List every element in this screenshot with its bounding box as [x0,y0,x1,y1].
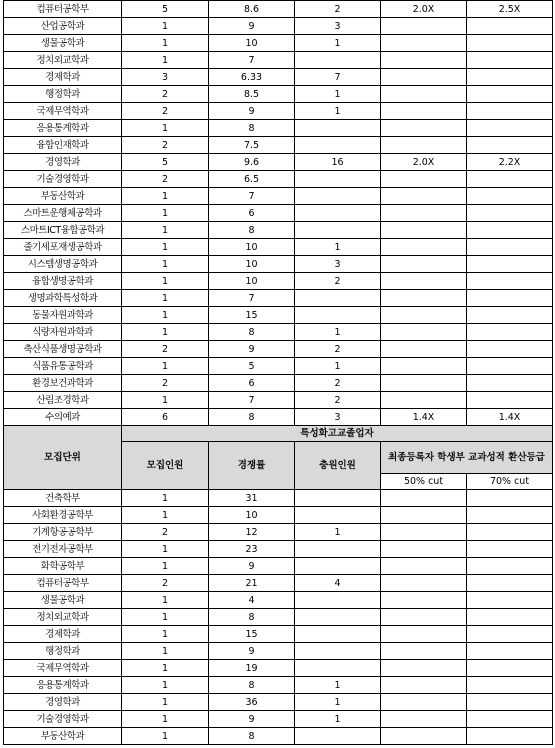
value-cell [381,541,467,558]
value-cell [295,558,381,575]
value-cell: 9.6 [209,154,295,171]
value-cell: 7 [209,290,295,307]
value-cell [467,290,553,307]
value-cell [381,728,467,745]
table-row [4,660,553,677]
unit-name-cell: 정치외교학과 [4,52,122,69]
value-cell [467,205,553,222]
value-cell [295,490,381,507]
unit-name-cell: 국제무역학과 [4,103,122,120]
header-cut70: 70% cut [467,474,553,490]
table-row [4,256,553,273]
table-row [4,711,553,728]
value-cell [467,375,553,392]
unit-name-cell: 경제학과 [4,69,122,86]
unit-name-cell: 건축학부 [4,490,122,507]
value-cell: 2 [295,392,381,409]
value-cell [381,375,467,392]
value-cell [467,490,553,507]
value-cell: 7 [209,392,295,409]
value-cell [467,307,553,324]
value-cell: 5 [122,1,209,18]
table-row [4,626,553,643]
value-cell: 2 [295,1,381,18]
table-row [4,324,553,341]
value-cell: 2 [122,524,209,541]
value-cell [467,52,553,69]
value-cell: 6.5 [209,171,295,188]
table-row [4,205,553,222]
value-cell: 3 [295,18,381,35]
header-quota: 모집인원 [122,442,209,490]
table-row [4,541,553,558]
value-cell: 8 [209,609,295,626]
value-cell [381,341,467,358]
table-row [4,592,553,609]
value-cell [295,592,381,609]
value-cell: 2 [122,86,209,103]
value-cell: 1 [122,205,209,222]
table-row [4,524,553,541]
value-cell [381,18,467,35]
value-cell [467,188,553,205]
value-cell [467,524,553,541]
value-cell: 1 [295,711,381,728]
unit-name-cell: 정치외교학과 [4,609,122,626]
value-cell: 1 [122,120,209,137]
unit-name-cell: 스마트ICT융합공학과 [4,222,122,239]
value-cell [381,86,467,103]
unit-name-cell: 생물공학과 [4,35,122,52]
table-row [4,694,553,711]
header-grade-title: 최종등록자 학생부 교과성적 환산등급 [381,442,553,474]
table-row [4,1,553,18]
table-row [4,273,553,290]
value-cell: 10 [209,35,295,52]
value-cell: 8 [209,409,295,426]
unit-name-cell: 행정학과 [4,643,122,660]
table-row [4,643,553,660]
table-row [4,35,553,52]
value-cell: 7 [209,52,295,69]
value-cell [295,541,381,558]
value-cell [467,677,553,694]
value-cell [467,711,553,728]
table-row [4,507,553,524]
value-cell: 1 [122,273,209,290]
value-cell: 9 [209,558,295,575]
value-cell: 1 [122,358,209,375]
value-cell [295,205,381,222]
value-cell [381,490,467,507]
table2-body [4,490,553,745]
value-cell [467,575,553,592]
table1-body [4,1,553,426]
value-cell: 1 [295,324,381,341]
value-cell [381,273,467,290]
value-cell [381,222,467,239]
value-cell: 10 [209,239,295,256]
unit-name-cell: 부동산학과 [4,188,122,205]
value-cell: 1 [122,507,209,524]
unit-name-cell: 경제학과 [4,626,122,643]
unit-name-cell: 생명과학특성학과 [4,290,122,307]
value-cell [381,626,467,643]
value-cell [295,290,381,307]
value-cell [295,137,381,154]
value-cell [295,609,381,626]
table-row [4,69,553,86]
table-row [4,171,553,188]
value-cell [467,239,553,256]
unit-name-cell: 스마트운행체공학과 [4,205,122,222]
table-row [4,490,553,507]
unit-name-cell: 기계항공공학부 [4,524,122,541]
unit-name-cell: 기술경영학과 [4,711,122,728]
value-cell: 1 [122,18,209,35]
value-cell: 2 [122,375,209,392]
value-cell: 1.4X [381,409,467,426]
value-cell: 9 [209,643,295,660]
value-cell [381,52,467,69]
value-cell [467,324,553,341]
value-cell [381,358,467,375]
value-cell: 21 [209,575,295,592]
table-row [4,728,553,745]
value-cell: 10 [209,507,295,524]
value-cell: 1 [122,490,209,507]
value-cell [381,524,467,541]
value-cell: 7 [295,69,381,86]
value-cell: 3 [295,256,381,273]
table-row [4,558,553,575]
table-row [4,375,553,392]
value-cell [381,711,467,728]
value-cell: 2 [295,273,381,290]
header-unit: 모집단위 [4,426,122,490]
value-cell: 1 [122,307,209,324]
value-cell: 1 [122,626,209,643]
value-cell: 6 [122,409,209,426]
value-cell: 9 [209,711,295,728]
value-cell [381,558,467,575]
table-row [4,103,553,120]
value-cell: 8 [209,324,295,341]
value-cell [381,171,467,188]
value-cell [381,137,467,154]
value-cell [467,507,553,524]
value-cell: 5 [122,154,209,171]
value-cell: 10 [209,256,295,273]
table-row [4,239,553,256]
value-cell [467,728,553,745]
value-cell [381,307,467,324]
value-cell: 1 [295,677,381,694]
value-cell: 1 [295,358,381,375]
unit-name-cell: 환경보건과학과 [4,375,122,392]
value-cell: 1 [122,239,209,256]
value-cell [467,643,553,660]
value-cell [381,592,467,609]
value-cell: 1 [122,256,209,273]
results-table [3,0,553,745]
value-cell: 12 [209,524,295,541]
unit-name-cell: 부동산학과 [4,728,122,745]
value-cell [467,541,553,558]
value-cell: 2 [295,375,381,392]
value-cell [381,290,467,307]
value-cell [467,341,553,358]
value-cell: 3 [122,69,209,86]
table-row [4,18,553,35]
value-cell: 1 [122,52,209,69]
value-cell [381,694,467,711]
table-row [4,120,553,137]
value-cell [467,392,553,409]
unit-name-cell: 국제무역학과 [4,660,122,677]
value-cell: 23 [209,541,295,558]
value-cell [295,171,381,188]
unit-name-cell: 기술경영학과 [4,171,122,188]
value-cell [295,188,381,205]
table-row [4,52,553,69]
value-cell: 1 [122,541,209,558]
value-cell: 1 [295,86,381,103]
value-cell [295,626,381,643]
value-cell [295,222,381,239]
value-cell [381,392,467,409]
table-row [4,609,553,626]
value-cell: 2 [122,341,209,358]
unit-name-cell: 컴퓨터공학부 [4,1,122,18]
value-cell [295,660,381,677]
value-cell [381,103,467,120]
value-cell: 15 [209,307,295,324]
value-cell: 9 [209,103,295,120]
value-cell: 1 [122,188,209,205]
value-cell [381,120,467,137]
value-cell: 6 [209,205,295,222]
value-cell: 1 [122,694,209,711]
value-cell: 10 [209,273,295,290]
table-row [4,222,553,239]
header-competition: 경쟁률 [209,442,295,490]
table-row [4,677,553,694]
table-row [4,575,553,592]
value-cell: 8 [209,222,295,239]
header-filled: 충원인원 [295,442,381,490]
unit-name-cell: 식량자원과학과 [4,324,122,341]
value-cell: 1 [122,711,209,728]
value-cell: 1 [295,524,381,541]
value-cell: 1 [122,660,209,677]
unit-name-cell: 생물공학과 [4,592,122,609]
value-cell [467,660,553,677]
value-cell [381,188,467,205]
value-cell: 1 [295,239,381,256]
value-cell [467,18,553,35]
value-cell: 2.0X [381,154,467,171]
unit-name-cell: 전기전자공학부 [4,541,122,558]
unit-name-cell: 융합생명공학과 [4,273,122,290]
value-cell [467,694,553,711]
value-cell: 2 [122,137,209,154]
value-cell [381,643,467,660]
value-cell [467,171,553,188]
value-cell: 1 [122,324,209,341]
table-row [4,188,553,205]
value-cell: 1 [122,728,209,745]
value-cell: 2 [122,103,209,120]
value-cell: 6.33 [209,69,295,86]
unit-name-cell: 응용통계학과 [4,120,122,137]
value-cell [381,256,467,273]
value-cell [381,324,467,341]
value-cell: 5 [209,358,295,375]
unit-name-cell: 경영학과 [4,694,122,711]
value-cell [467,273,553,290]
unit-name-cell: 경영학과 [4,154,122,171]
value-cell: 19 [209,660,295,677]
value-cell: 2 [295,341,381,358]
value-cell: 1 [122,222,209,239]
value-cell [295,507,381,524]
value-cell [381,507,467,524]
value-cell [467,86,553,103]
table-row [4,392,553,409]
value-cell: 9 [209,18,295,35]
value-cell [295,52,381,69]
value-cell: 1 [122,643,209,660]
value-cell: 2.5X [467,1,553,18]
value-cell: 1 [122,677,209,694]
unit-name-cell: 산림조경학과 [4,392,122,409]
value-cell: 2.2X [467,154,553,171]
value-cell [467,120,553,137]
value-cell: 1.4X [467,409,553,426]
admissions-results-document [3,0,552,745]
unit-name-cell: 동물자원과학과 [4,307,122,324]
value-cell: 9 [209,341,295,358]
value-cell: 1 [295,103,381,120]
unit-name-cell: 산업공학과 [4,18,122,35]
value-cell [467,358,553,375]
value-cell [295,643,381,660]
unit-name-cell: 컴퓨터공학부 [4,575,122,592]
value-cell: 2 [122,171,209,188]
value-cell: 4 [295,575,381,592]
value-cell [381,69,467,86]
table-row [4,358,553,375]
value-cell: 1 [122,592,209,609]
value-cell: 15 [209,626,295,643]
value-cell [467,103,553,120]
value-cell [467,609,553,626]
value-cell [467,256,553,273]
unit-name-cell: 시스템생명공학과 [4,256,122,273]
value-cell [381,660,467,677]
header-group: 특성화고교졸업자 [122,426,553,442]
value-cell: 8 [209,120,295,137]
value-cell [381,35,467,52]
value-cell [295,307,381,324]
value-cell: 2 [122,575,209,592]
table-row [4,409,553,426]
value-cell [467,626,553,643]
header-cut50: 50% cut [381,474,467,490]
value-cell: 1 [122,290,209,307]
table-row [4,86,553,103]
value-cell [467,35,553,52]
value-cell: 36 [209,694,295,711]
value-cell: 8.6 [209,1,295,18]
value-cell [467,592,553,609]
value-cell: 31 [209,490,295,507]
value-cell [381,239,467,256]
value-cell [295,728,381,745]
value-cell: 1 [295,35,381,52]
value-cell: 1 [122,392,209,409]
unit-name-cell: 수의예과 [4,409,122,426]
table-row [4,154,553,171]
value-cell: 1 [295,694,381,711]
value-cell [381,677,467,694]
unit-name-cell: 화학공학부 [4,558,122,575]
unit-name-cell: 축산식품생명공학과 [4,341,122,358]
value-cell: 1 [122,609,209,626]
value-cell: 1 [122,558,209,575]
value-cell [467,69,553,86]
table-row [4,290,553,307]
value-cell [467,222,553,239]
unit-name-cell: 행정학과 [4,86,122,103]
value-cell [381,609,467,626]
unit-name-cell: 식품유통공학과 [4,358,122,375]
table-row [4,137,553,154]
table2-header [4,426,553,490]
unit-name-cell: 사회환경공학부 [4,507,122,524]
value-cell: 4 [209,592,295,609]
value-cell [381,575,467,592]
value-cell: 6 [209,375,295,392]
value-cell: 7.5 [209,137,295,154]
value-cell: 1 [122,35,209,52]
unit-name-cell: 줄기세포재생공학과 [4,239,122,256]
value-cell [381,205,467,222]
table-row [4,341,553,358]
value-cell: 3 [295,409,381,426]
value-cell: 2.0X [381,1,467,18]
unit-name-cell: 융합인재학과 [4,137,122,154]
unit-name-cell: 응용통계학과 [4,677,122,694]
value-cell: 8 [209,728,295,745]
value-cell [467,137,553,154]
value-cell: 7 [209,188,295,205]
value-cell: 16 [295,154,381,171]
value-cell: 8 [209,677,295,694]
value-cell [467,558,553,575]
value-cell: 8.5 [209,86,295,103]
value-cell [295,120,381,137]
table-row [4,307,553,324]
